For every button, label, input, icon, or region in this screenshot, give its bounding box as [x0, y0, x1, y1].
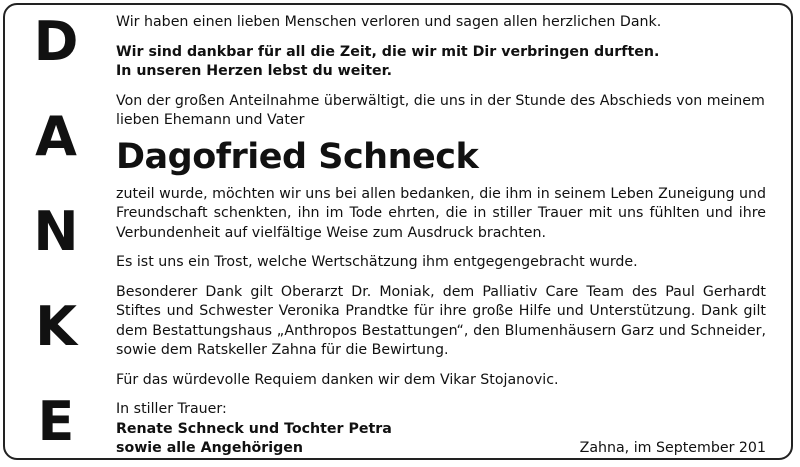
danke-vertical-letters: [28, 10, 84, 453]
side-letter-n: N: [33, 200, 79, 263]
hearts-line: In unseren Herzen lebst du weiter.: [116, 63, 393, 79]
side-letter-k: K: [35, 295, 77, 358]
side-letter-d: D: [33, 10, 79, 73]
special-thanks-paragraph: Besonderer Dank gilt Oberarzt Dr. Moniak, dem Palliativ Care Team des Paul Gerhardt Stiftes und Schwester Veronika Prandtke für ihre große Hilfe und Unterstützung. Dank gilt dem Bestattungshaus „Anthropos Bestattungen“, den Blumenhäusern Garz und Schneider, sowie dem Ratskeller Zahna für die Bewirtung.: [116, 283, 766, 358]
mourning-label: In stiller Trauer:: [116, 401, 227, 417]
requiem-paragraph: Für das würdevolle Requiem danken wir dem Vikar Stojanovic.: [116, 371, 559, 388]
comfort-paragraph: Es ist uns ein Trost, welche Wertschätzung ihm entgegengebracht wurde.: [116, 254, 638, 270]
thanks-paragraph: zuteil wurde, möchten wir uns bei allen bedanken, die ihm in seinem Leben Zuneigung und Freundschaft schenkten, ihn im Tode ehrten, die in stiller Trauer mit uns fühlten und ihre Verbundenheit auf vielfältige Weise zum Ausdruck brachten.: [116, 185, 766, 241]
gratitude-line: Wir sind dankbar für all die Zeit, die wir mit Dir verbringen durften.: [116, 43, 660, 60]
side-letter-a: A: [35, 105, 77, 168]
mourners-family: Renate Schneck und Tochter Petra: [116, 420, 392, 437]
notice-text: [116, 13, 766, 459]
overwhelmed-paragraph: Von der großen Anteilnahme überwältigt, die uns in der Stunde des Abschieds von meinem lieben Ehemann und Vater: [116, 92, 765, 128]
place-date: Zahna, im September 201: [579, 440, 766, 456]
side-letter-e: E: [37, 390, 75, 453]
signature-row: [116, 439, 766, 459]
mourners-relatives: sowie alle Angehörigen: [116, 440, 304, 456]
deceased-name: Dagofried Schneck: [116, 136, 479, 177]
intro-text: Wir haben einen lieben Menschen verloren und sagen allen herzlichen Dank.: [116, 14, 662, 30]
